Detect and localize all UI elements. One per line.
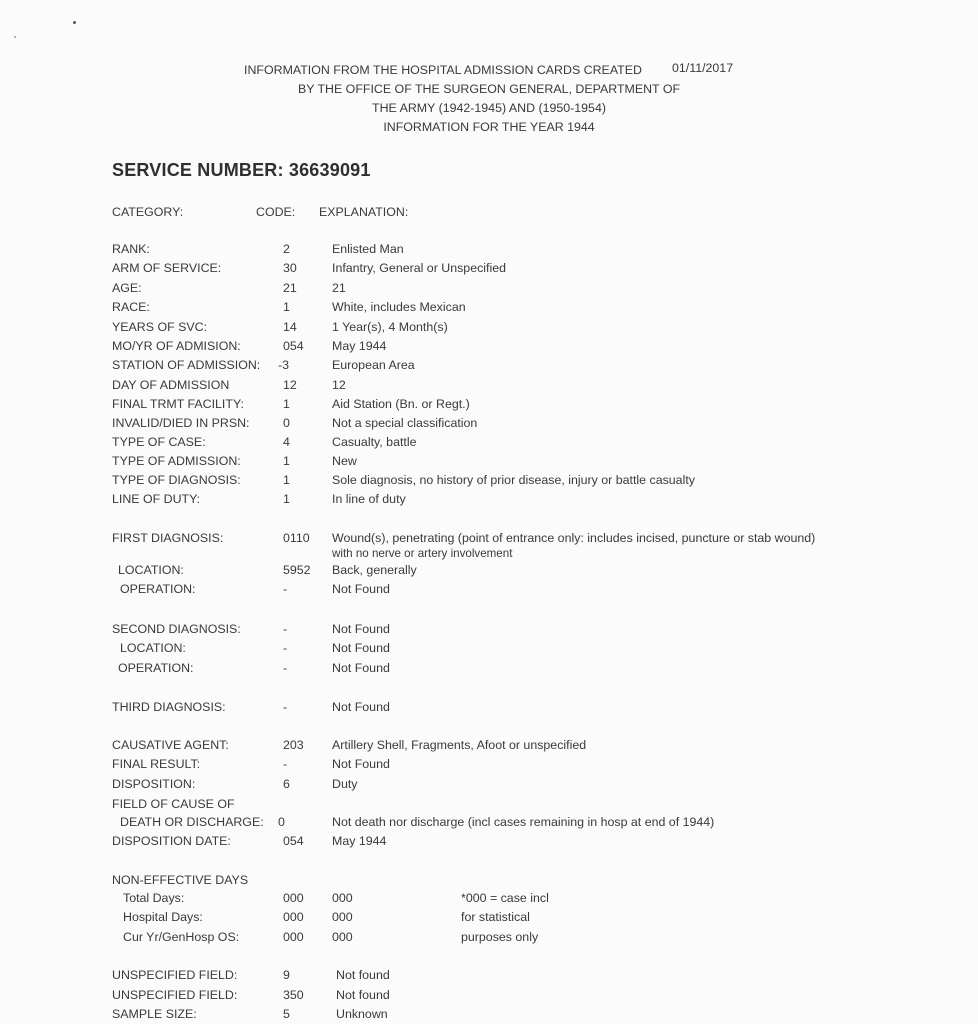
- row-code: 6: [283, 777, 290, 791]
- row-label: INVALID/DIED IN PRSN:: [112, 416, 250, 430]
- row-code: 350: [283, 988, 304, 1002]
- row-label: Cur Yr/GenHosp OS:: [123, 930, 240, 944]
- row-code: 9: [283, 968, 290, 982]
- row-code: -: [283, 700, 288, 714]
- row-label: UNSPECIFIED FIELD:: [112, 968, 238, 982]
- scan-speck: [14, 36, 16, 38]
- row-explanation: European Area: [332, 358, 415, 372]
- row-code: -: [283, 641, 288, 655]
- row-code: 203: [283, 738, 304, 752]
- row-explanation: Aid Station (Bn. or Regt.): [332, 397, 470, 411]
- row-label: LOCATION:: [118, 563, 184, 577]
- row-label: FINAL TRMT FACILITY:: [112, 397, 244, 411]
- row-code: 000: [283, 910, 304, 924]
- row-explanation: 21: [332, 281, 346, 295]
- row-label: MO/YR OF ADMISION:: [112, 339, 241, 353]
- row-code: 5952: [283, 563, 311, 577]
- row-explanation: Not Found: [332, 757, 390, 771]
- row-explanation: In line of duty: [332, 492, 406, 506]
- row-code: 30: [283, 261, 297, 275]
- row-explanation: 000: [332, 910, 353, 924]
- row-explanation: Back, generally: [332, 563, 417, 577]
- row-explanation: White, includes Mexican: [332, 300, 466, 314]
- row-label: DAY OF ADMISSION: [112, 378, 230, 392]
- row-label: SAMPLE SIZE:: [112, 1007, 197, 1021]
- row-note: *000 = case incl: [461, 891, 549, 905]
- row-label: DISPOSITION:: [112, 777, 196, 791]
- row-explanation: Not Found: [332, 700, 390, 714]
- row-code: 12: [283, 378, 297, 392]
- row-code: 000: [283, 930, 304, 944]
- row-explanation: Not Found: [332, 622, 390, 636]
- row-label: FIELD OF CAUSE OF: [112, 797, 235, 811]
- row-label: Hospital Days:: [123, 910, 203, 924]
- row-explanation: Infantry, General or Unspecified: [332, 261, 507, 275]
- row-explanation: May 1944: [332, 339, 387, 353]
- row-label: DISPOSITION DATE:: [112, 834, 231, 848]
- row-code: 5: [283, 1007, 290, 1021]
- row-code: 4: [283, 435, 290, 449]
- row-label: CAUSATIVE AGENT:: [112, 738, 229, 752]
- row-label: STATION OF ADMISSION:: [112, 358, 261, 372]
- row-code: 054: [283, 834, 304, 848]
- row-code: 2: [283, 242, 290, 256]
- row-label: UNSPECIFIED FIELD:: [112, 988, 238, 1002]
- row-code: -3: [278, 358, 290, 372]
- row-explanation: Not Found: [332, 582, 390, 596]
- row-code: 14: [283, 320, 297, 334]
- service-number-title: SERVICE NUMBER: 36639091: [112, 160, 371, 180]
- row-explanation: Not Found: [332, 641, 390, 655]
- row-code: 1: [283, 454, 290, 468]
- row-code: -: [283, 757, 288, 771]
- row-code: 1: [283, 397, 290, 411]
- row-label: OPERATION:: [118, 661, 194, 675]
- row-explanation: 000: [332, 891, 353, 905]
- row-explanation: Casualty, battle: [332, 435, 417, 449]
- row-code: 1: [283, 300, 290, 314]
- header-line-3: THE ARMY (1942-1945) AND (1950-1954): [372, 101, 606, 115]
- row-code: -: [283, 661, 288, 675]
- row-code: 1: [283, 492, 290, 506]
- column-header-explanation: EXPLANATION:: [319, 205, 409, 219]
- row-note: purposes only: [461, 930, 539, 944]
- row-label: TYPE OF ADMISSION:: [112, 454, 241, 468]
- row-label: YEARS OF SVC:: [112, 320, 208, 334]
- row-code: 054: [283, 339, 304, 353]
- row-explanation: Artillery Shell, Fragments, Afoot or unspecified: [332, 738, 587, 752]
- scan-speck: [73, 21, 76, 24]
- row-label: SECOND DIAGNOSIS:: [112, 622, 241, 636]
- row-explanation: Wound(s), penetrating (point of entrance only: includes incised, puncture or stab wound): [332, 531, 816, 545]
- row-explanation: New: [332, 454, 357, 468]
- column-header-code: CODE:: [256, 205, 296, 219]
- row-explanation: 12: [332, 378, 346, 392]
- row-label: AGE:: [112, 281, 142, 295]
- row-code: -: [283, 582, 288, 596]
- row-explanation: Unknown: [336, 1007, 388, 1021]
- header-line-1: INFORMATION FROM THE HOSPITAL ADMISSION CARDS CREATED: [244, 63, 642, 77]
- row-label: RANK:: [112, 242, 150, 256]
- row-explanation: Enlisted Man: [332, 242, 404, 256]
- row-explanation: Sole diagnosis, no history of prior disease, injury or battle casualty: [332, 473, 695, 487]
- row-code: 0: [283, 416, 290, 430]
- row-label: TYPE OF CASE:: [112, 435, 206, 449]
- row-explanation: Not death nor discharge (incl cases remaining in hosp at end of 1944): [332, 815, 715, 829]
- row-explanation-continued: with no nerve or artery involvement: [332, 547, 513, 560]
- row-label: LINE OF DUTY:: [112, 492, 201, 506]
- row-label: DEATH OR DISCHARGE:: [120, 815, 264, 829]
- row-explanation: May 1944: [332, 834, 387, 848]
- row-explanation: Not a special classification: [332, 416, 478, 430]
- row-explanation: Not found: [336, 968, 390, 982]
- row-label: FINAL RESULT:: [112, 757, 201, 771]
- row-explanation: 000: [332, 930, 353, 944]
- row-explanation: Duty: [332, 777, 358, 791]
- column-header-category: CATEGORY:: [112, 205, 184, 219]
- row-note: for statistical: [461, 910, 530, 924]
- row-explanation: Not found: [336, 988, 390, 1002]
- row-label: ARM OF SERVICE:: [112, 261, 222, 275]
- row-code: 21: [283, 281, 297, 295]
- row-label: RACE:: [112, 300, 150, 314]
- row-label: FIRST DIAGNOSIS:: [112, 531, 224, 545]
- row-label: TYPE OF DIAGNOSIS:: [112, 473, 241, 487]
- row-code: 0110: [283, 531, 310, 545]
- row-label: LOCATION:: [120, 641, 186, 655]
- row-code: -: [283, 622, 288, 636]
- row-explanation: Not Found: [332, 661, 390, 675]
- row-code: 1: [283, 473, 290, 487]
- row-code: 0: [278, 815, 285, 829]
- header-line-2: BY THE OFFICE OF THE SURGEON GENERAL, DEPARTMENT OF: [297, 82, 681, 96]
- row-label: OPERATION:: [120, 582, 196, 596]
- row-code: 000: [283, 891, 304, 905]
- row-label: THIRD DIAGNOSIS:: [112, 700, 226, 714]
- row-explanation: 1 Year(s), 4 Month(s): [332, 320, 448, 334]
- row-label: NON-EFFECTIVE DAYS: [112, 873, 249, 887]
- row-label: Total Days:: [123, 891, 185, 905]
- header-line-4: INFORMATION FOR THE YEAR 1944: [383, 120, 595, 134]
- header-created-date: 01/11/2017: [672, 61, 734, 75]
